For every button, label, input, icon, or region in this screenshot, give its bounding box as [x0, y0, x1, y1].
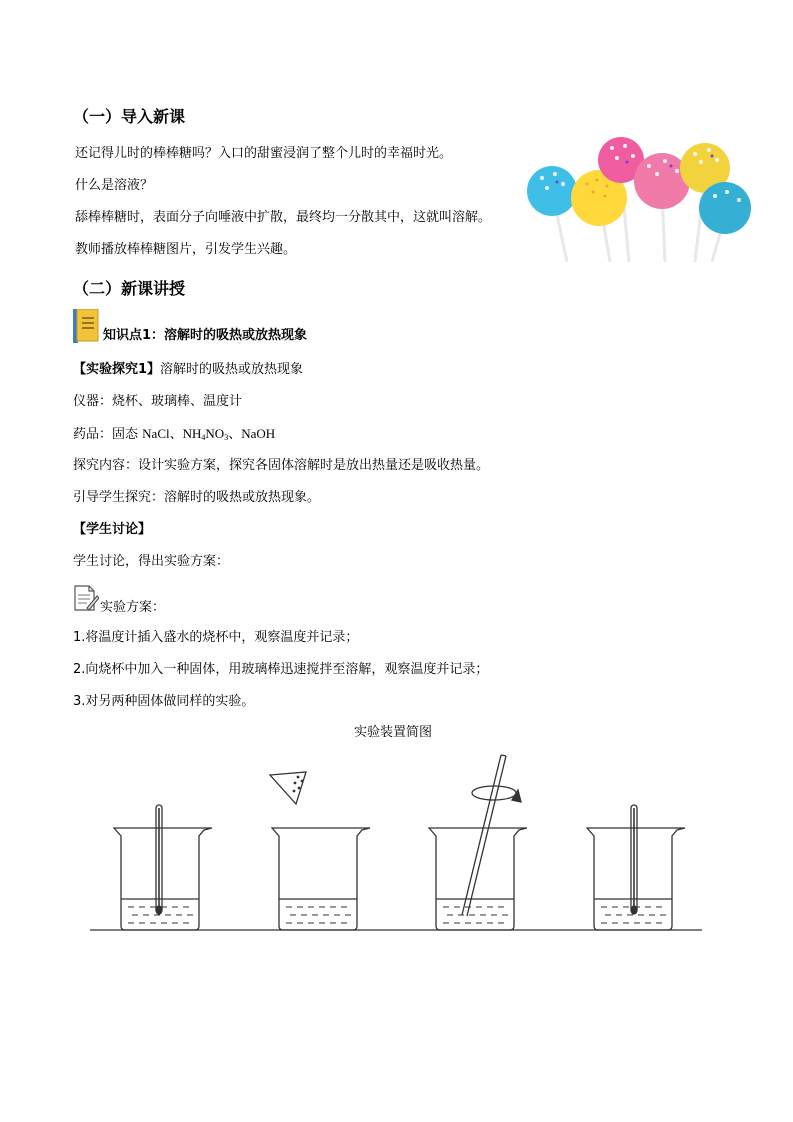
intro-line-4: 教师播放棒棒糖图片，引发学生兴趣。: [75, 242, 297, 257]
intro-line-1: 还记得儿时的棒棒糖吗？入口的甜蜜浸润了整个儿时的幸福时光。: [75, 146, 453, 161]
figure-caption: 实验装置简图: [354, 725, 433, 740]
paper-cone-solid: [270, 772, 306, 804]
reagent-nacl: NaCl: [142, 426, 170, 441]
instruments-line: 仪器：烧杯、玻璃棒、温度计: [73, 394, 243, 409]
beaker-3: [429, 828, 527, 930]
beaker-2: [272, 828, 370, 930]
experiment-title: 溶解时的吸热或放热现象: [160, 362, 304, 377]
lollipop-image: [527, 136, 757, 262]
reagents-prefix: 药品：固态: [73, 427, 139, 442]
reagents-line: [73, 426, 275, 446]
knowledge-point-title: 知识点1：溶解时的吸热或放热现象: [103, 328, 308, 343]
intro-line-2: 什么是溶液？: [75, 178, 154, 193]
experiment-heading: [73, 362, 303, 378]
candy-ball: [527, 166, 577, 216]
intro-line-3: 舔棒棒糖时，表面分子向唾液中扩散，最终均一分散其中，这就叫溶解。: [75, 210, 492, 225]
section-heading-intro: （一）导入新课: [73, 107, 186, 126]
plan-label: 实验方案：: [100, 600, 166, 615]
thermometer-2: [631, 805, 637, 914]
beaker-4: [587, 828, 685, 930]
reagent-nh4no3: $NH_4NO_3$: [182, 426, 229, 442]
guide-line: 引导学生探究：溶解时的吸热或放热现象。: [73, 490, 321, 505]
discussion-text: 学生讨论，得出实验方案：: [73, 554, 230, 569]
candy-ball: [699, 182, 751, 234]
document-pencil-icon: [73, 584, 99, 612]
plan-step-1: 1.将温度计插入盛水的烧杯中，观察温度并记录；: [73, 630, 359, 645]
glass-rod: [462, 755, 506, 916]
reagent-separator: 、: [228, 427, 242, 442]
section-heading-lecture: （二）新课讲授: [73, 279, 186, 298]
discussion-tag: 【学生讨论】: [73, 522, 152, 537]
inquiry-content: 探究内容：设计实验方案，探究各固体溶解时是放出热量还是吸收热量。: [73, 458, 490, 473]
reagent-separator: 、: [169, 427, 183, 442]
plan-step-3: 3.对另两种固体做同样的实验。: [73, 694, 255, 709]
experiment-tag: 【实验探究1】: [73, 362, 161, 377]
apparatus-diagram: [88, 750, 708, 940]
thermometer-1: [156, 805, 162, 914]
book-icon: [73, 309, 99, 343]
reagent-naoh: NaOH: [241, 426, 276, 441]
plan-step-2: 2.向烧杯中加入一种固体，用玻璃棒迅速搅拌至溶解，观察温度并记录；: [73, 662, 489, 677]
beaker-1: [114, 828, 212, 930]
